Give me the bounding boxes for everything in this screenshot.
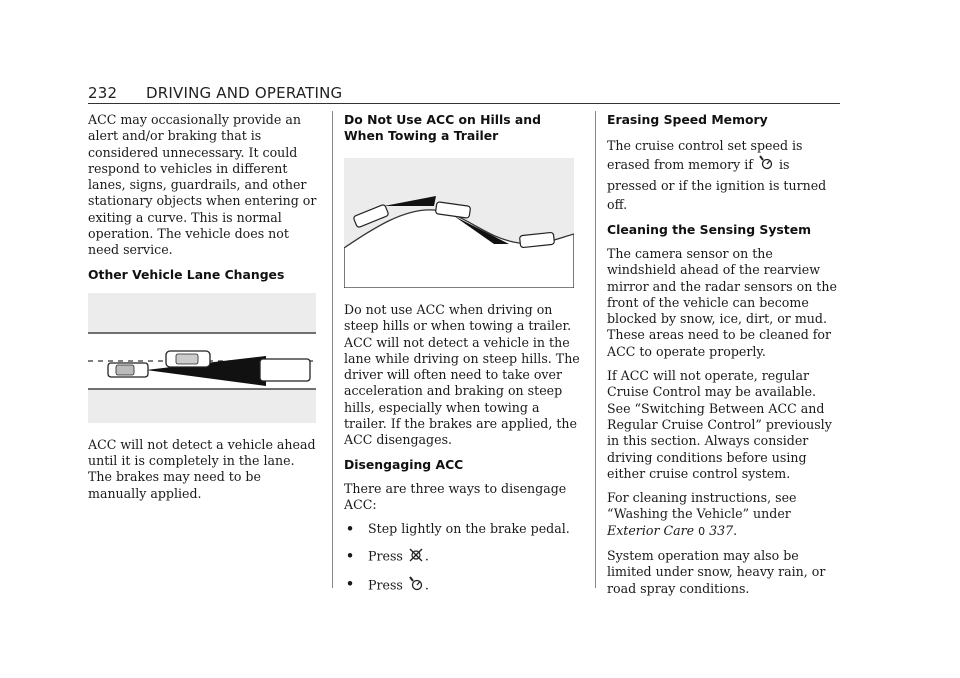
cleaning-paragraph-1: The camera sensor on the windshield ahead of the rearview mirror and the radar sensors on the front of the vehicle can become blocked by snow, ice, dirt, or mud. These areas need to be cleaned for ACC to operate properly. xyxy=(607,246,837,359)
cleaning-paragraph-3 xyxy=(607,490,839,540)
header-rule xyxy=(88,103,840,104)
disengage-intro: There are three ways to disengage ACC: xyxy=(344,480,567,512)
cleaning-paragraph-4: System operation may also be limited under snow, heavy rain, or road spray conditions. xyxy=(607,548,826,596)
bullet-text: Step lightly on the brake pedal. xyxy=(368,521,570,537)
lane-change-paragraph: ACC will not detect a vehicle ahead until it is completely in the lane. The brakes may need to be manually applied. xyxy=(88,436,316,501)
heading-erasing: Erasing Speed Memory xyxy=(607,112,768,127)
column-1 xyxy=(88,112,320,510)
column-3 xyxy=(607,112,839,605)
bullet-period: . xyxy=(424,548,429,564)
disengage-list xyxy=(344,521,582,596)
cleaning-text: For cleaning instructions, see “Washing the Vehicle” under xyxy=(607,490,797,522)
heading-lane-changes: Other Vehicle Lane Changes xyxy=(88,266,285,282)
rear-vehicle xyxy=(108,363,148,377)
section-title: DRIVING AND OPERATING xyxy=(146,84,343,102)
page-ref-arrow-icon: 0 xyxy=(698,524,706,538)
bullet-text: Press xyxy=(368,548,403,564)
column-divider-2 xyxy=(595,111,596,588)
merging-vehicle xyxy=(166,351,210,367)
cruise-control-icon xyxy=(409,576,423,596)
cruise-control-icon xyxy=(759,155,773,176)
heading-hills: Do Not Use ACC on Hills and When Towing a Trailer xyxy=(344,112,541,143)
list-item xyxy=(344,521,582,537)
column-divider-1 xyxy=(332,111,333,588)
page-number: 232 xyxy=(88,84,118,102)
list-item xyxy=(344,548,582,566)
heading-disengaging: Disengaging ACC xyxy=(344,456,464,472)
cancel-icon xyxy=(409,548,423,566)
erase-text-2: is pressed or if the ignition is turned off. xyxy=(607,157,827,212)
bullet-dot: • xyxy=(346,547,355,563)
lane-change-diagram xyxy=(88,293,316,423)
column-2 xyxy=(344,112,582,606)
hills-diagram xyxy=(344,158,574,288)
bullet-period: . xyxy=(424,577,429,593)
lane-change-illustration xyxy=(88,293,316,423)
hills-paragraph: Do not use ACC when driving on steep hills or when towing a trailer. ACC will not detect a vehicle in the lane while driving on steep hills. The driver will often need to take over acceleration and braking on steep hills, especially when towing a trailer. If the brakes are applied, the ACC disengages. xyxy=(344,302,580,448)
cleaning-paragraph-2: If ACC will not operate, regular Cruise Control may be available. See “Switching Between ACC and Regular Cruise Control” previously in this section. Always consider driving conditions before using either cruise control system. xyxy=(607,368,832,481)
page-ref-number[interactable]: 337 xyxy=(709,522,734,538)
exterior-care-link[interactable]: Exterior Care xyxy=(607,522,695,538)
bullet-dot: • xyxy=(346,521,355,537)
intro-paragraph: ACC may occasionally provide an alert and/or braking that is considered unnecessary. It could respond to vehicles in different lanes, signs, guardrails, and other stationary objects when entering or exiting a curve. This is normal operation. The vehicle does not need service. xyxy=(88,112,317,258)
ref-period: . xyxy=(733,522,738,538)
heading-cleaning: Cleaning the Sensing System xyxy=(607,222,812,237)
bullet-dot: • xyxy=(346,575,355,591)
bullet-text: Press xyxy=(368,577,403,593)
hills-illustration xyxy=(344,158,574,288)
erase-paragraph xyxy=(607,136,839,214)
erase-text-1: The cruise control set speed is erased from memory if xyxy=(607,138,803,172)
list-item xyxy=(344,576,582,596)
truck-ahead xyxy=(260,359,310,381)
